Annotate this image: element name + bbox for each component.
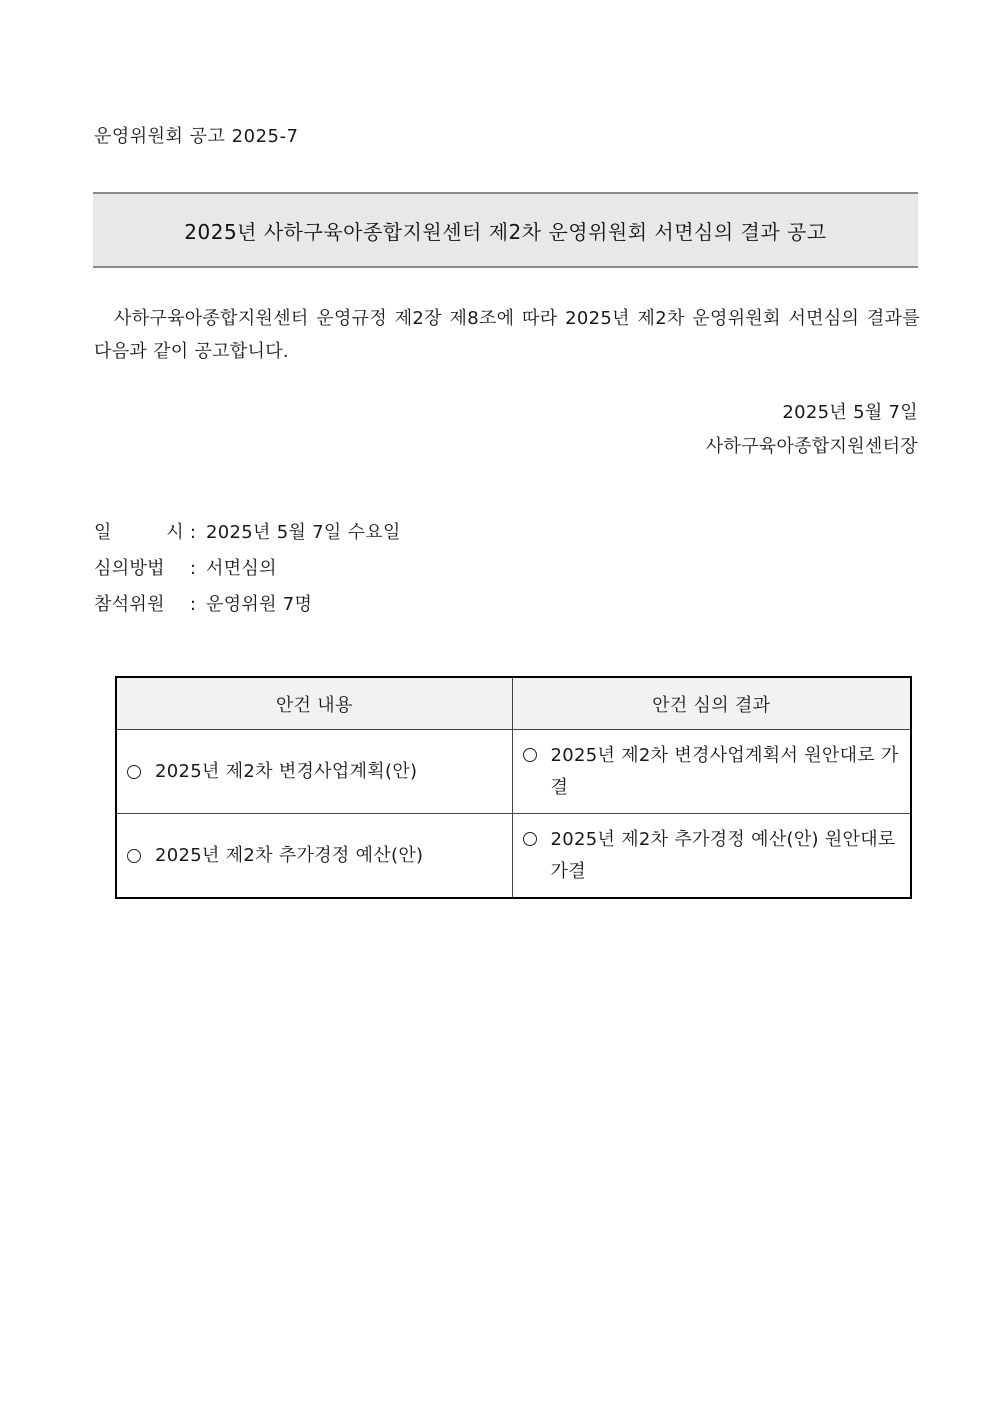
circle-bullet-icon — [127, 765, 141, 779]
agenda-content: 2025년 제2차 변경사업계획(안) — [155, 760, 418, 782]
agenda-content-cell — [116, 814, 512, 899]
header-agenda-content: 안건 내용 — [116, 677, 512, 730]
info-row-attendees — [94, 590, 694, 626]
info-row-datetime — [94, 518, 694, 554]
notice-date: 2025년 5월 7일 — [782, 402, 918, 423]
body-paragraph: 사하구육아종합지원센터 운영규정 제2장 제8조에 따라 2025년 제2차 운영위원회 서면심의 결과를 다음과 같이 공고합니다. — [94, 308, 920, 362]
info-separator: : — [189, 522, 197, 543]
agenda-result-cell — [512, 814, 911, 899]
circle-bullet-icon — [127, 849, 141, 863]
agenda-table — [115, 676, 912, 899]
agenda-result: 2025년 제2차 변경사업계획서 원안대로 가결 — [550, 744, 899, 798]
notice-number: 운영위원회 공고 2025-7 — [94, 126, 299, 147]
info-label-attendees: 참석위원 — [94, 594, 165, 615]
info-separator: : — [189, 594, 197, 615]
table-header-row — [116, 677, 911, 730]
header-agenda-result: 안건 심의 결과 — [512, 677, 911, 730]
circle-bullet-icon — [523, 832, 537, 846]
agenda-content: 2025년 제2차 추가경정 예산(안) — [155, 844, 424, 866]
signer: 사하구육아종합지원센터장 — [705, 436, 918, 457]
info-label-datetime: 일 시 — [94, 522, 184, 543]
info-row-method — [94, 554, 694, 590]
info-value-datetime: 2025년 5월 7일 수요일 — [206, 522, 401, 543]
info-separator: : — [189, 558, 197, 579]
info-label-method: 심의방법 — [94, 558, 165, 579]
document-title: 2025년 사하구육아종합지원센터 제2차 운영위원회 서면심의 결과 공고 — [184, 219, 827, 244]
title-banner — [93, 192, 918, 268]
meeting-info — [94, 518, 694, 626]
agenda-result-cell — [512, 730, 911, 814]
agenda-result: 2025년 제2차 추가경정 예산(안) 원안대로 가결 — [550, 828, 896, 882]
info-value-attendees: 운영위원 7명 — [206, 594, 313, 615]
agenda-content-cell — [116, 730, 512, 814]
table-row — [116, 814, 911, 899]
info-value-method: 서면심의 — [206, 558, 277, 579]
table-row — [116, 730, 911, 814]
circle-bullet-icon — [523, 748, 537, 762]
